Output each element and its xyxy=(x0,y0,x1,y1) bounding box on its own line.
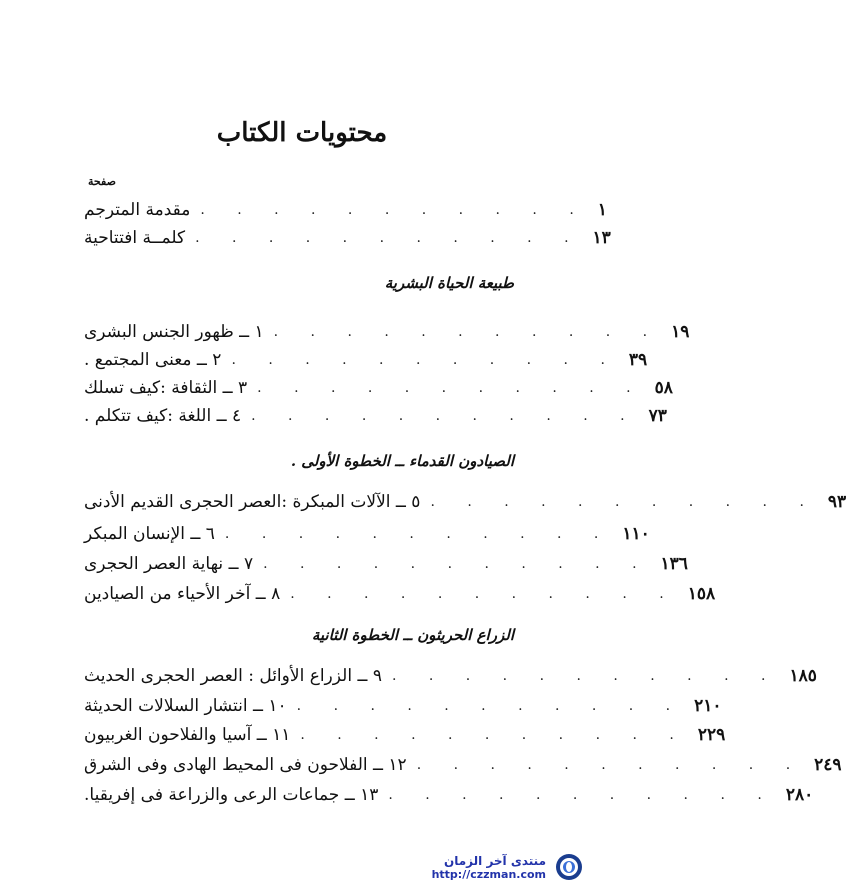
toc-row xyxy=(84,402,667,430)
toc-entry-page: ٢٤٩ xyxy=(814,755,842,775)
toc-row xyxy=(84,196,607,224)
toc-entry-page: ٥٨ xyxy=(654,378,673,398)
watermark-name: منتدى آخر الزمان xyxy=(444,853,546,868)
toc-entry-page: ٧٣ xyxy=(648,406,667,426)
toc-entry-label: ٢ ــ معنى المجتمع . xyxy=(84,350,222,370)
toc-entry-label: ٥ ــ الآلات المبكرة :العصر الحجرى القديم الأدنى xyxy=(84,492,421,512)
toc-row xyxy=(84,580,716,608)
toc-entry-label: ٤ ــ اللغة :كيف تتكلم . xyxy=(84,406,242,426)
watermark-url[interactable]: http://czzman.com xyxy=(431,867,546,881)
toc-row xyxy=(84,692,722,720)
toc-entry-label: ١ ــ ظهور الجنس البشرى xyxy=(84,322,264,342)
leader-dots: . . . . . . . . . . . xyxy=(296,698,685,714)
toc-entry-page: ٢٨٠ xyxy=(785,785,814,805)
toc-entry-page: ١٥٨ xyxy=(687,584,716,604)
leader-dots: . . . . . . . . . . . xyxy=(224,526,613,542)
toc-entry-page: ١١٠ xyxy=(622,524,650,544)
page-column-label: صفحة xyxy=(88,175,116,188)
toc-entry-label: كلمــة افتتاحية xyxy=(84,228,186,248)
toc-entry-page: ١٣ xyxy=(592,228,611,248)
toc-entry-page: ١٣٦ xyxy=(660,554,688,574)
toc-entry-page: ٢٢٩ xyxy=(697,725,726,745)
toc-entry-page: ١٨٥ xyxy=(789,666,817,686)
leader-dots: . . . . . . . . . . . xyxy=(257,380,645,396)
toc-entry-label: ٣ ــ الثقافة :كيف تسلك xyxy=(84,378,248,398)
leader-dots: . . . . . . . . . . . xyxy=(391,668,780,684)
toc-entry-label: ١١ ــ آسيا والفلاحون الغربيون xyxy=(84,725,291,745)
toc-entry-label: ٨ ــ آخر الأحياء من الصيادين xyxy=(84,584,281,604)
leader-dots: . . . . . . . . . . . xyxy=(416,757,805,773)
toc-entry-label: ١٣ ــ جماعات الرعى والزراعة فى إفريقيا. xyxy=(84,785,379,805)
toc-row xyxy=(84,550,688,578)
toc-entry-page: ١ xyxy=(597,200,607,220)
section-heading: الزراع الحريثون ــ الخطوة الثانية xyxy=(311,626,514,644)
leader-dots: . . . . . . . . . . . xyxy=(251,408,639,424)
toc-entry-page: ٣٩ xyxy=(628,350,648,370)
leader-dots: . . . . . . . . . . . xyxy=(195,230,583,246)
leader-dots: . . . . . . . . . . . xyxy=(200,202,588,218)
toc-row xyxy=(84,721,726,749)
leader-dots: . . . . . . . . . . . xyxy=(263,556,651,572)
page-title: محتويات الكتاب xyxy=(216,118,388,148)
watermark-texts xyxy=(432,854,546,881)
site-watermark[interactable] xyxy=(432,852,584,882)
leader-dots: . . . . . . . . . . . xyxy=(273,324,662,340)
section-heading: الصيادون القدماء ــ الخطوة الأولى . xyxy=(290,452,514,470)
toc-entry-page: ٢١٠ xyxy=(694,696,722,716)
toc-row xyxy=(84,662,817,690)
toc-entry-label: مقدمة المترجم xyxy=(84,200,191,220)
toc-entry-label: ٧ ــ نهاية العصر الحجرى xyxy=(84,554,254,574)
toc-row xyxy=(84,374,673,402)
leader-dots: . . . . . . . . . . . xyxy=(430,494,818,510)
toc-entry-page: ١٩ xyxy=(671,322,690,342)
toc-row xyxy=(84,751,842,779)
toc-row xyxy=(84,520,650,548)
toc-entry-label: ٩ ــ الزراع الأوائل : العصر الحجرى الحديث xyxy=(84,666,382,686)
toc-row xyxy=(84,781,814,809)
forum-logo-icon xyxy=(554,852,584,882)
leader-dots: . . . . . . . . . . . xyxy=(231,352,619,368)
toc-entry-label: ١٠ ــ انتشار السلالات الحديثة xyxy=(84,696,287,716)
toc-row xyxy=(84,318,690,346)
toc-row xyxy=(84,488,846,516)
toc-entry-label: ٦ ــ الإنسان المبكر xyxy=(84,524,215,544)
leader-dots: . . . . . . . . . . . xyxy=(388,787,776,803)
leader-dots: . . . . . . . . . . . xyxy=(290,586,678,602)
toc-entry-label: ١٢ ــ الفلاحون فى المحيط الهادى وفى الشرق xyxy=(84,755,407,775)
leader-dots: . . . . . . . . . . . xyxy=(300,727,688,743)
section-heading: طبيعة الحياة البشرية xyxy=(384,274,514,292)
toc-row xyxy=(84,224,611,252)
toc-entry-page: ٩٣ xyxy=(827,492,846,512)
toc-row xyxy=(84,346,648,374)
